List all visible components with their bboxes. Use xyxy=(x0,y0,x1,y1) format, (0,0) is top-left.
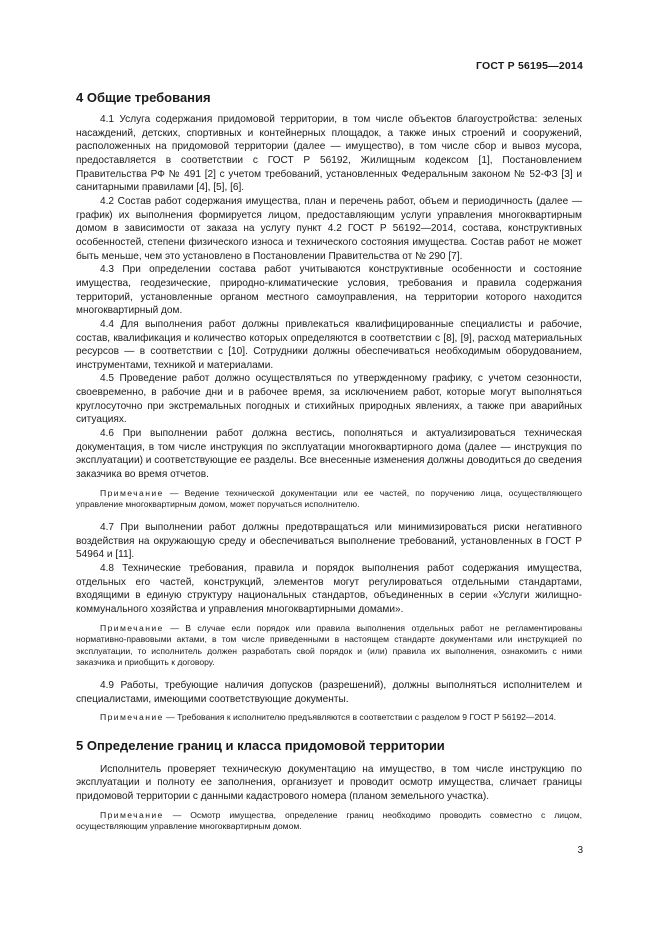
note-2-text: — В случае если порядок или правила выполнения отдельных работ не регламентированы нормативно-правовыми актами, в том числе приведенными в настоящем стандарте документами или инструкцией по эксплуатации, то исполнитель должен разработать свой порядок и (или) правила их выполнения, ознакомить с ними заказчика и приобщить к договору. xyxy=(76,622,582,668)
note-4-label: Примечание xyxy=(100,809,164,820)
paragraph-5: Исполнитель проверяет техническую документацию на имущество, в том числе инструкцию по эксплуатации и полноту ее заполнения, организует и проводит осмотр имущества, сличает границы придомовой территории с данными кадастрового номера (планом земельного участка). xyxy=(76,763,582,803)
paragraph-4-1: 4.1 Услуга содержания придомовой территории, в том числе объектов благоустройства: зеленых насаждений, детских, спортивных и контейнерных площадок, а также иных строений и сооружений, расположенных на придомовой территории (далее — имущество), в том числе сбор и вывоз мусора, предоставляется в соответствии с ГОСТ Р 56192, Жилищным кодексом [1], Постановлением Правительства РФ № 491 [2] с учетом требований, установленных Федеральным законом № 52-ФЗ [3] и санитарными правилами [4], [5], [6]. xyxy=(76,114,582,194)
paragraph-4-7: 4.7 При выполнении работ должны предотвращаться или минимизироваться риски негативного воздействия на окружающую среду и обеспечиваться выполнение требований, установленных в ГОСТ Р 54964 и [11]. xyxy=(76,521,582,561)
note-3 xyxy=(76,712,582,724)
paragraph-4-4: 4.4 Для выполнения работ должны привлекаться квалифицированные специалисты и рабочие, состав, квалификация и количество которых определяются в соответствии с [8], [9], расход материальных ресурсов — в соответствии с [10]. Сотрудники должны обеспечиваться необходимым оборудованием, инструментами, техникой и материалами. xyxy=(76,318,582,371)
paragraph-4-5: 4.5 Проведение работ должно осуществляться по утвержденному графику, с учетом сезонности, своевременно, в рабочие дни и в рабочее время, за исключением работ, которые могут выполняться круглосуточно при экстремальных погодных и стихийных природных явлениях, а также при аварийных ситуациях. xyxy=(76,373,582,426)
section-4-title: 4 Общие требования xyxy=(76,90,211,105)
note-1-label: Примечание xyxy=(100,487,164,498)
note-4-text: — Осмотр имущества, определение границ необходимо проводить совместно с лицом, осуществляющим управление многоквартирным домом. xyxy=(76,809,582,832)
note-1 xyxy=(76,488,582,511)
note-1-text: — Ведение технической документации или ее частей, по поручению лица, осуществляющего управление многоквартирным домом, может поручаться исполнителю. xyxy=(76,487,583,510)
standard-number: ГОСТ Р 56195—2014 xyxy=(475,60,583,72)
page-content xyxy=(76,90,582,833)
paragraph-4-2: 4.2 Состав работ содержания имущества, план и перечень работ, объем и периодичность (далее — график) их выполнения формируется лицом, предоставляющим услуги управления многоквартирным домом в зависимости от заказа на услугу пункт 4.2 ГОСТ Р 56192—2014, состава, конструктивных особенностей, степени физического износа и технического состояния имущества. Состав работ не может быть меньше, чем это установлено в Постановлении Правительства от № 290 [7]. xyxy=(76,195,582,262)
paragraph-4-6: 4.6 При выполнении работ должна вестись, пополняться и актуализироваться техническая документация, в том числе инструкция по эксплуатации многоквартирного дома (далее — инструкция по эксплуатации) и соответствующие ее разделы. Все внесенные изменения должны доводиться до сведения заказчика во время отчетов. xyxy=(76,428,582,481)
paragraph-4-9: 4.9 Работы, требующие наличия допусков (разрешений), должны выполняться исполнителем и специалистами, имеющими соответствующие документы. xyxy=(76,679,582,705)
note-3-text: — Требования к исполнителю предъявляются в соответствии с разделом 9 ГОСТ Р 56192—2014. xyxy=(166,712,556,723)
page-number: 3 xyxy=(577,845,583,856)
note-3-label: Примечание xyxy=(100,712,164,723)
note-2-label: Примечание xyxy=(100,622,164,633)
paragraph-4-8: 4.8 Технические требования, правила и порядок выполнения работ содержания имущества, отдельных его частей, конструкций, элементов могут регулироваться отдельными стандартами, входящими в единую структуру национальных стандартов, объединенных в серии «Услуги жилищно-коммунального хозяйства и управления многоквартирными домами». xyxy=(76,562,582,615)
note-2 xyxy=(76,623,582,669)
note-4 xyxy=(76,810,582,833)
section-5-title: 5 Определение границ и класса придомовой территории xyxy=(76,737,445,753)
paragraph-4-3: 4.3 При определении состава работ учитываются конструктивные особенности и состояние имущества, геодезические, природно-климатические условия, требования и правила содержания территорий, установленные органом местного самоуправления, на территории которого находится многоквартирный дом. xyxy=(76,264,582,317)
